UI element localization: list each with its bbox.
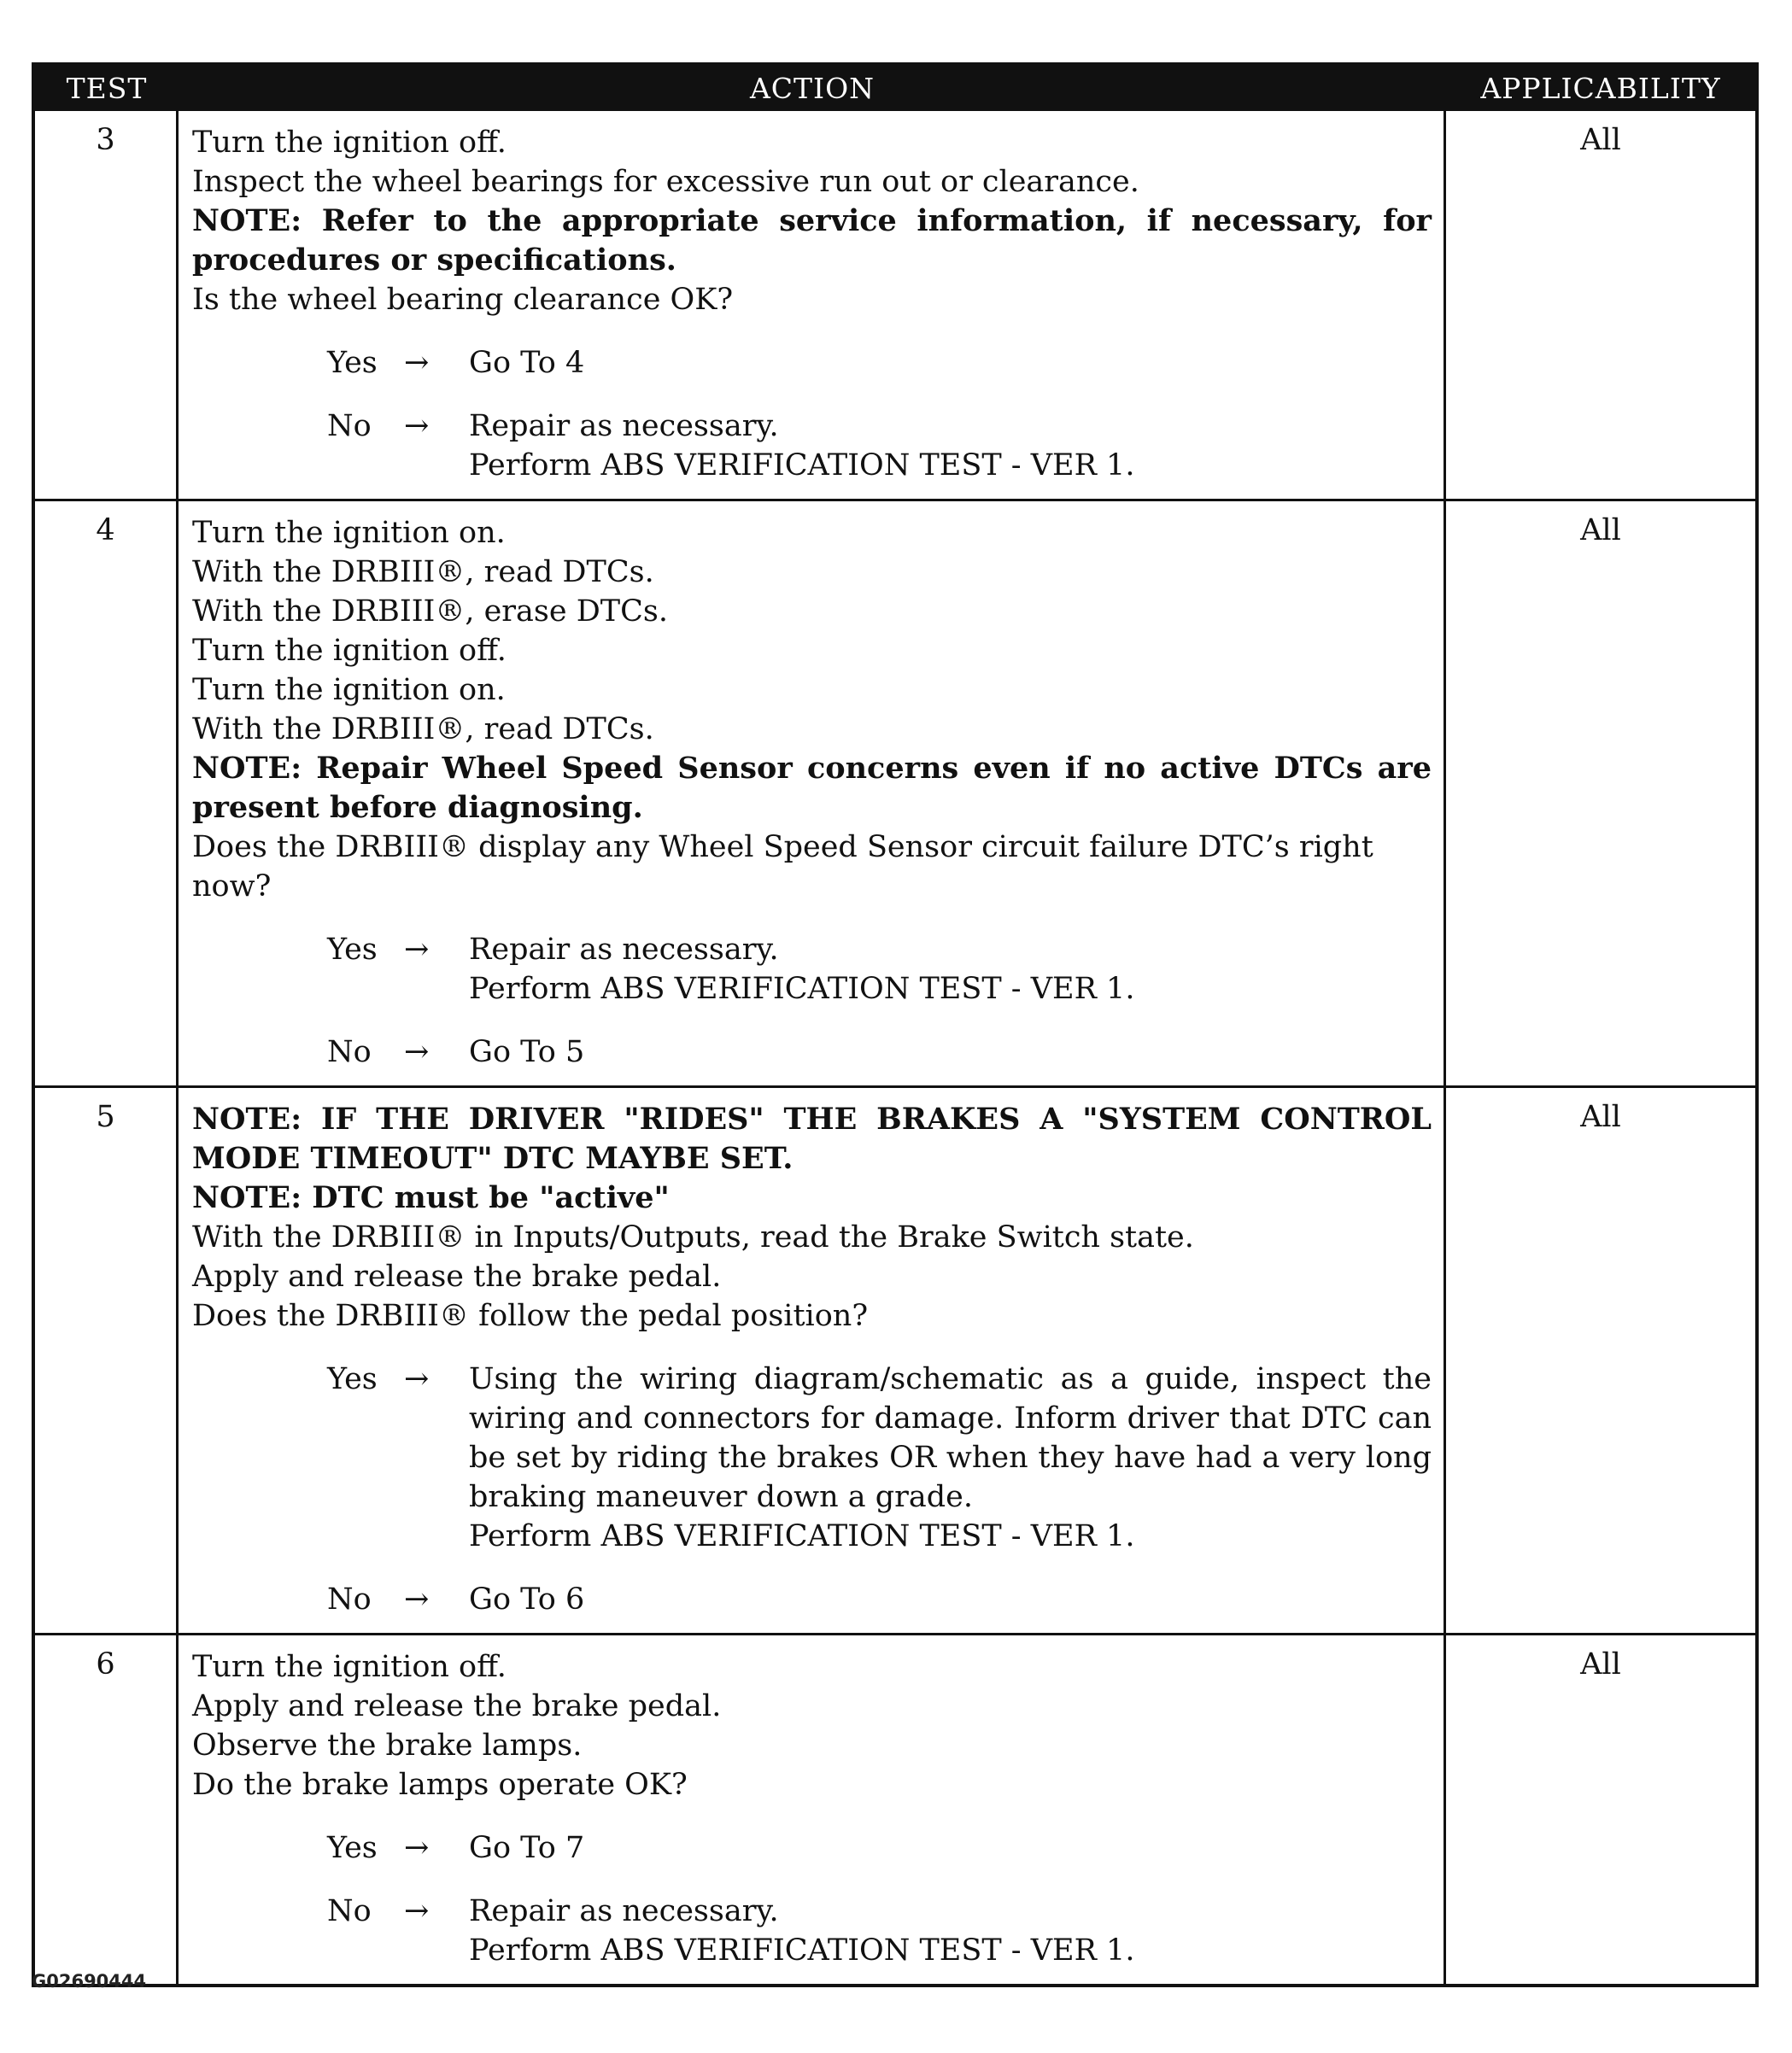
test-number: 6 (35, 1635, 179, 1984)
answer-result (469, 930, 1432, 1009)
note-text: NOTE: Repair Wheel Speed Sensor concerns even if no active DTCs are present before diagnosing. (192, 751, 1432, 825)
action-step: Turn the ignition off. (192, 1650, 507, 1684)
action-step: Observe the brake lamps. (192, 1728, 583, 1763)
result-line: Perform ABS VERIFICATION TEST - VER 1. (469, 448, 1135, 483)
action-step: Turn the ignition off. (192, 634, 507, 668)
answer-result (469, 1892, 1432, 1970)
arrow-right-icon: → (404, 1035, 430, 1069)
action-step: Does the DRBIII® follow the pedal position? (192, 1299, 869, 1333)
table-header (35, 66, 1755, 111)
diagnostic-test-table (32, 62, 1759, 1987)
result-line: Repair as necessary. (469, 409, 779, 443)
answer-option (192, 1828, 1432, 1868)
answer-result (469, 1828, 1432, 1868)
action-step: With the DRBIII® in Inputs/Outputs, read the Brake Switch state. (192, 1220, 1194, 1255)
answer-option (192, 1360, 1432, 1556)
arrow-right-icon: → (404, 409, 430, 443)
result-line: Go To 6 (469, 1582, 585, 1617)
header-applicability: APPLICABILITY (1480, 72, 1721, 105)
result-line: Go To 4 (469, 346, 585, 380)
action-step: Turn the ignition on. (192, 516, 506, 550)
result-line: Perform ABS VERIFICATION TEST - VER 1. (469, 1519, 1135, 1553)
action-step: Do the brake lamps operate OK? (192, 1768, 688, 1802)
answer-result (469, 407, 1432, 485)
action-step: Apply and release the brake pedal. (192, 1260, 722, 1294)
action-step: With the DRBIII®, read DTCs. (192, 555, 654, 589)
arrow-right-icon: → (404, 1894, 430, 1928)
header-test: TEST (66, 72, 148, 105)
result-line: Using the wiring diagram/schematic as a guide, inspect the wiring and connectors for damage. Inform driver that DTC can be set by riding the brakes OR when they have had a very long braking maneuver down a grade. (469, 1362, 1432, 1514)
figure-id: G02690444 (32, 1971, 147, 1992)
action-cell (179, 1635, 1446, 1984)
arrow-right-icon: → (404, 1362, 430, 1396)
answer-option (192, 930, 1432, 1009)
table-row (35, 499, 1755, 1085)
answer-option (192, 407, 1432, 485)
action-step: Does the DRBIII® display any Wheel Speed Sensor circuit failure DTC’s right now? (192, 830, 1373, 904)
test-number: 3 (35, 111, 179, 499)
answer-label: Yes (327, 933, 378, 967)
applicability-cell: All (1580, 123, 1621, 157)
action-step: With the DRBIII®, read DTCs. (192, 712, 654, 746)
arrow-right-icon: → (404, 1831, 430, 1865)
answer-label: Yes (327, 346, 378, 380)
table-body (35, 111, 1755, 1984)
applicability-cell: All (1580, 1100, 1621, 1134)
result-line: Perform ABS VERIFICATION TEST - VER 1. (469, 972, 1135, 1006)
result-line: Perform ABS VERIFICATION TEST - VER 1. (469, 1933, 1135, 1968)
result-line: Go To 7 (469, 1831, 585, 1865)
arrow-right-icon: → (404, 1582, 430, 1617)
answer-label: No (327, 1035, 372, 1069)
action-step: Apply and release the brake pedal. (192, 1689, 722, 1723)
applicability-cell: All (1580, 1647, 1621, 1682)
action-step: Inspect the wheel bearings for excessive run out or clearance. (192, 165, 1139, 199)
test-number: 5 (35, 1088, 179, 1633)
result-line: Go To 5 (469, 1035, 585, 1069)
action-step: Turn the ignition off. (192, 126, 507, 160)
table-row (35, 1633, 1755, 1984)
answer-label: No (327, 409, 372, 443)
test-number: 4 (35, 501, 179, 1085)
answer-label: Yes (327, 1362, 378, 1396)
answer-result (469, 1032, 1432, 1072)
answer-option (192, 343, 1432, 383)
answer-result (469, 343, 1432, 383)
result-line: Repair as necessary. (469, 1894, 779, 1928)
note-text: NOTE: DTC must be "active" (192, 1180, 670, 1215)
arrow-right-icon: → (404, 933, 430, 967)
answer-result (469, 1360, 1432, 1556)
answer-option (192, 1892, 1432, 1970)
result-line: Repair as necessary. (469, 933, 779, 967)
answer-result (469, 1580, 1432, 1619)
applicability-cell: All (1580, 513, 1621, 547)
action-step: With the DRBIII®, erase DTCs. (192, 594, 668, 629)
action-cell (179, 501, 1446, 1085)
action-step: Turn the ignition on. (192, 673, 506, 707)
header-action: ACTION (749, 72, 876, 105)
table-row (35, 1085, 1755, 1633)
answer-label: No (327, 1582, 372, 1617)
answer-label: No (327, 1894, 372, 1928)
answer-option (192, 1580, 1432, 1619)
note-text: NOTE: Refer to the appropriate service information, if necessary, for procedures or specifications. (192, 203, 1432, 278)
answer-label: Yes (327, 1831, 378, 1865)
table-row (35, 111, 1755, 499)
action-cell (179, 111, 1446, 499)
note-text: NOTE: IF THE DRIVER "RIDES" THE BRAKES A "SYSTEM CONTROL MODE TIMEOUT" DTC MAYBE SET. (192, 1102, 1432, 1176)
answer-option (192, 1032, 1432, 1072)
arrow-right-icon: → (404, 346, 430, 380)
action-cell (179, 1088, 1446, 1633)
action-step: Is the wheel bearing clearance OK? (192, 283, 734, 317)
